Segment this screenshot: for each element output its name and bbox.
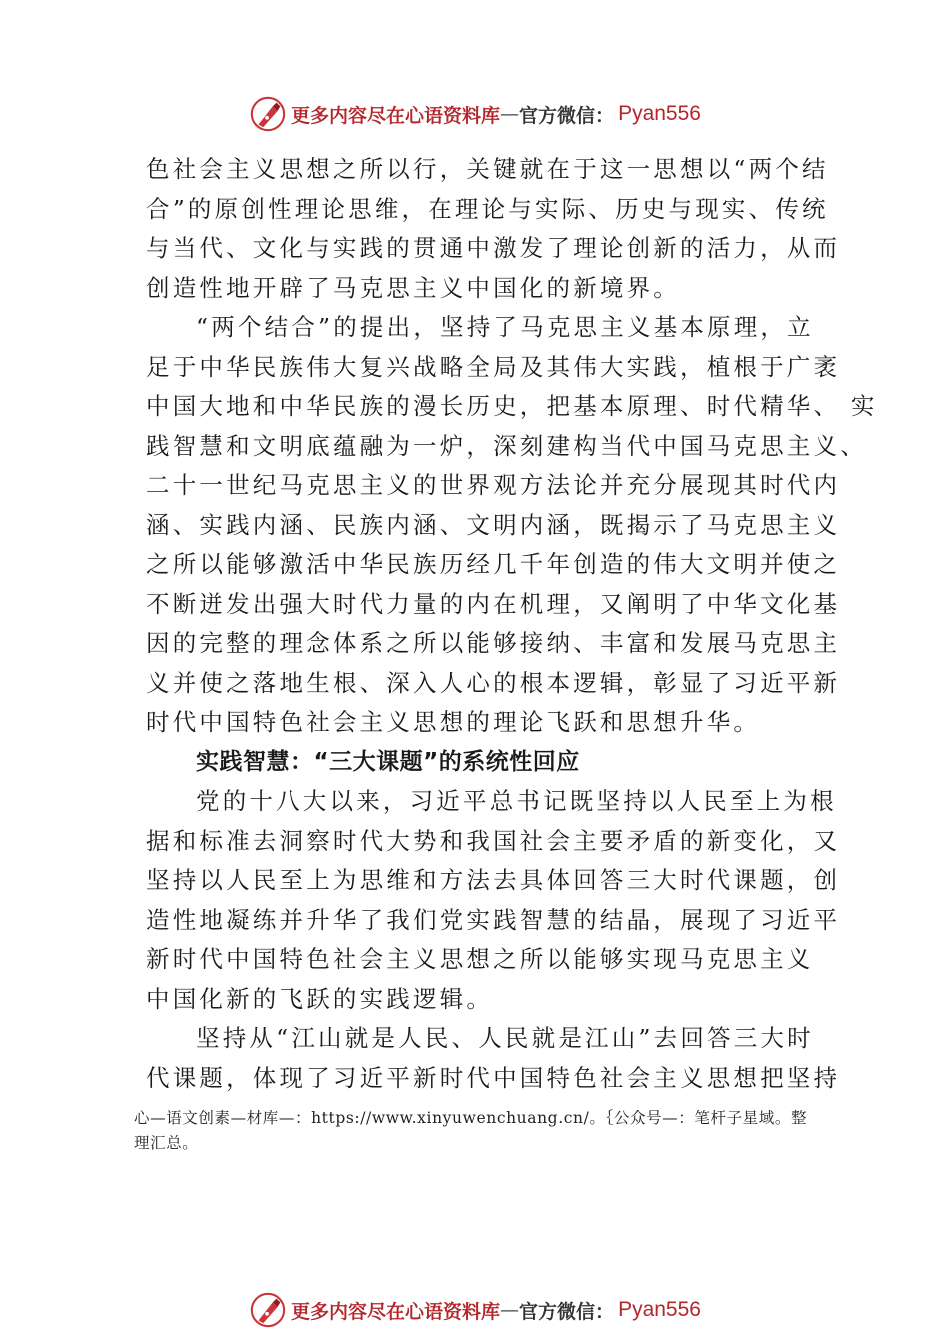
paragraph-3 [146, 782, 841, 1019]
banner-wechat-id: Pyan556 [618, 1298, 701, 1321]
text-line: 涵、实践内涵、民族内涵、文明内涵，既揭示了马克思主义 [146, 510, 841, 539]
article-body [146, 150, 878, 1098]
paragraph-2 [146, 308, 878, 743]
text-line: 中国大地和中华民族的漫长历史，把基本原理、时代精华、 实 [146, 392, 878, 420]
text-line: 义并使之落地生根、深入人心的根本逻辑，彰显了习近平新 [146, 668, 841, 697]
text-line: 时代中国特色社会主义思想的理论飞跃和思想升华。 [146, 708, 761, 736]
text-line: 坚持从“江山就是人民、人民就是江山”去回答三大时 [196, 1024, 814, 1052]
text-line: 因的完整的理念体系之所以能够接纳、丰富和发展马克思主 [146, 629, 841, 657]
text-line: 色社会主义思想之所以行，关键就在于这一思想以“两个结 [146, 155, 829, 183]
text-line: 坚持以人民至上为思维和方法去具体回答三大时代课题，创 [146, 866, 841, 894]
banner-brand-text: 更多内容尽在心语资料库 [291, 1300, 501, 1323]
text-line: 不断迸发出强大时代力量的内在机理，又阐明了中华文化基 [146, 589, 841, 618]
source-footnote [134, 1106, 834, 1156]
text-line: 足于中华民族伟大复兴战略全局及其伟大实践，植根于广袤 [146, 352, 841, 381]
footer-banner [0, 1288, 950, 1332]
paragraph-1 [146, 150, 841, 308]
text-line: 据和标准去洞察时代大势和我国社会主要矛盾的新变化，又 [146, 826, 841, 855]
text-line: 二十一世纪马克思主义的世界观方法论并充分展现其时代内 [146, 471, 841, 499]
text-line: 党的十八大以来，习近平总书记既坚持以人民至上为根 [196, 787, 837, 815]
header-banner [0, 92, 950, 136]
text-line: 新时代中国特色社会主义思想之所以能够实现马克思主义 [146, 945, 814, 973]
banner-wechat-label: 官方微信： [519, 104, 615, 127]
text-line: 与当代、文化与实践的贯通中激发了理论创新的活力，从而 [146, 234, 841, 262]
section-heading: 实践智慧：“三大课题”的系统性回应 [196, 748, 580, 775]
text-line: 之所以能够激活中华民族历经几千年创造的伟大文明并使之 [146, 550, 841, 578]
banner-dash: — [500, 103, 520, 125]
text-line: 创造性地开辟了马克思主义中国化的新境界。 [146, 273, 680, 302]
banner-wechat-id: Pyan556 [618, 102, 701, 125]
text-line: 合”的原创性理论思维，在理论与实际、历史与现实、传统 [146, 194, 829, 223]
pen-nib-logo-icon [249, 95, 287, 133]
banner-dash: — [500, 1299, 520, 1321]
paragraph-4 [146, 1019, 841, 1098]
banner-wechat-label: 官方微信： [519, 1300, 615, 1323]
footnote-line: 心—语文创素—材库—：https://www.xinyuwenchuang.cn/。｛公众号—：笔杆子星域。整 [134, 1109, 808, 1127]
text-line: 中国化新的飞跃的实践逻辑。 [146, 984, 494, 1013]
text-line: 造性地凝练并升华了我们党实践智慧的结晶，展现了习近平 [146, 905, 841, 934]
pen-nib-logo-icon [249, 1291, 287, 1329]
footnote-line: 理汇总。 [134, 1134, 199, 1152]
banner-brand-text: 更多内容尽在心语资料库 [291, 104, 501, 127]
text-line: 践智慧和文明底蕴融为一炉，深刻建构当代中国马克思主义、 [146, 431, 867, 460]
text-line: 代课题，体现了习近平新时代中国特色社会主义思想把坚持 [146, 1063, 841, 1092]
text-line: “两个结合”的提出，坚持了马克思主义基本原理，立 [196, 313, 814, 341]
